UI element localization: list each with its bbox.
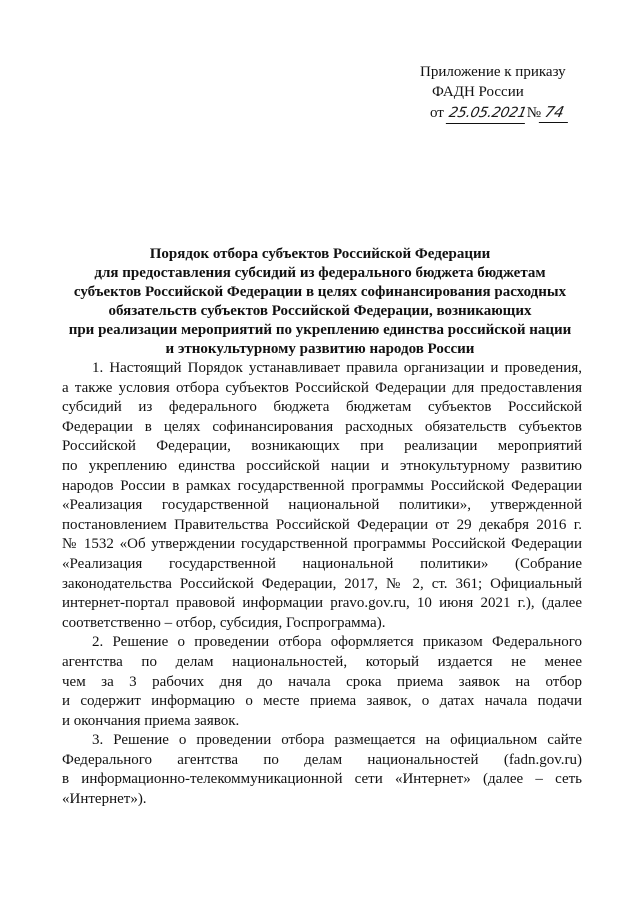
title-line: обязательств субъектов Российской Федерации, возникающих — [108, 303, 532, 319]
number-sign: № — [526, 105, 542, 121]
paragraph-3 — [62, 731, 582, 809]
text-line: законодательства Российской Федерации, 2017, № 2, ст. 361; Официальный — [62, 575, 582, 592]
header-line-agency: ФАДН России — [432, 84, 524, 100]
text-line: «Реализация государственной национальной политики» (Собрание — [62, 555, 582, 572]
text-line: «Интернет»). — [62, 791, 147, 808]
title-line: и этнокультурному развитию народов России — [165, 341, 475, 357]
header-line-order-date — [420, 102, 620, 124]
document-title — [58, 245, 582, 359]
text-line: в информационно-телекоммуникационной сети «Интернет» (далее – сеть — [62, 771, 582, 788]
header-line-appendix: Приложение к приказу — [420, 64, 566, 80]
text-line: и содержит информацию о месте приема заявок, о датах начала подачи — [62, 693, 582, 710]
text-line: Российской Федерации, возникающих при реализации мероприятий — [62, 438, 582, 455]
handwritten-date: 25.05.2021 — [445, 103, 529, 124]
title-line: при реализации мероприятий по укреплению единства российской нации — [68, 322, 572, 338]
text-line: агентства по делам национальностей, который издается не менее — [62, 653, 582, 670]
text-line: соответственно – отбор, субсидия, Госпрограмма). — [62, 614, 386, 631]
handwritten-order-number: 74 — [539, 102, 572, 123]
text-line: Федерации в целях софинансирования расходных обязательств субъектов — [62, 418, 582, 435]
paragraph-1 — [62, 359, 582, 633]
title-line: для предоставления субсидий из федерального бюджета бюджетам — [94, 265, 546, 281]
paragraph-2 — [62, 633, 582, 731]
title-line: субъектов Российской Федерации в целях софинансирования расходных — [73, 284, 567, 300]
document-body — [62, 359, 582, 810]
text-line: 3. Решение о проведении отбора размещается на официальном сайте — [92, 732, 582, 749]
appendix-header — [420, 62, 620, 124]
text-line: № 1532 «Об утверждении государственной программы Российской Федерации — [62, 536, 582, 553]
text-line: постановлением Правительства Российской Федерации от 29 декабря 2016 г. — [62, 516, 582, 533]
title-line: Порядок отбора субъектов Российской Федерации — [149, 246, 491, 262]
text-line: Федерального агентства по делам национальностей (fadn.gov.ru) — [62, 751, 582, 768]
text-line: субсидий из федерального бюджета бюджетам субъектов Российской — [62, 399, 582, 416]
text-line: народов России в рамках государственной программы Российской Федерации — [62, 477, 582, 494]
text-line: интернет-портал правовой информации pravo.gov.ru, 10 июня 2021 г.), (далее — [62, 595, 582, 612]
text-line: чем за 3 рабочих дня до начала срока приема заявок на отбор — [62, 673, 582, 690]
text-line: по укреплению единства российской нации и этнокультурному развитию — [62, 457, 582, 474]
text-line: а также условия отбора субъектов Российской Федерации для предоставления — [62, 379, 582, 396]
text-line: «Реализация государственной национальной политики», утвержденной — [62, 497, 582, 514]
text-line: и окончания приема заявок. — [62, 712, 240, 729]
text-line: 2. Решение о проведении отбора оформляется приказом Федерального — [92, 634, 582, 651]
text-line: 1. Настоящий Порядок устанавливает правила организации и проведения, — [92, 360, 582, 376]
header-date-prefix: от — [430, 105, 444, 121]
